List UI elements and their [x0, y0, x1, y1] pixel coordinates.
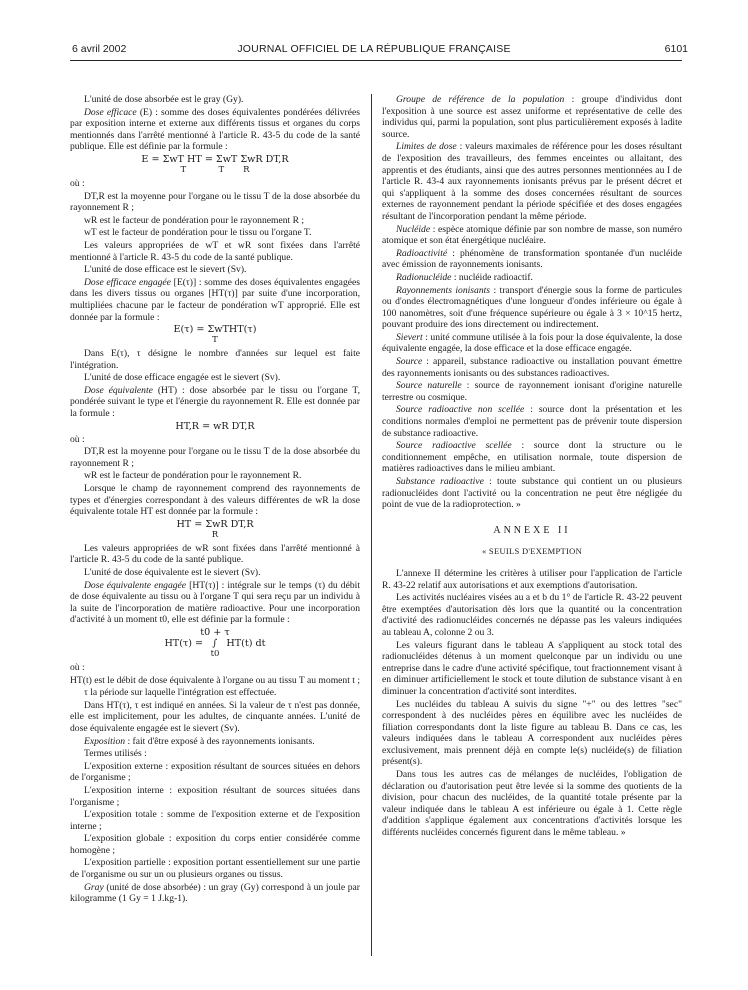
paragraph	[70, 543, 360, 566]
paragraph	[70, 191, 360, 214]
paragraph-text: Les valeurs appropriées de wR sont fixées dans l'arrêté mentionné à l'article R. 43-5 du code de la santé publique.	[70, 542, 360, 566]
definition-paragraph	[382, 224, 682, 247]
paragraph-text: (E) : somme des doses équivalentes pondérées délivrées par exposition interne et externe aux différents tissus et organes du corps mentionnés dans l'arrêté mentionné à l'article R. 43-5 du code de la santé publique. Elle est définie par la formule :	[70, 106, 360, 153]
paragraph-text: DT,R est la moyenne pour l'organe ou le tissu T de la dose absorbée du rayonnement R ;	[70, 190, 360, 214]
defined-term: Nucléide	[396, 223, 431, 235]
paragraph-text: : transport d'énergie sous la forme de particules ou d'ondes électromagnétiques d'une longueur d'ondes inférieure ou égale à 100 nanomètres, soit d'une fréquence supérieure ou égale à 3 × 10^15 hertz, pouvant produire des ions directement ou indirectement.	[382, 284, 683, 331]
paragraph-text: Dans HT(τ), τ est indiqué en années. Si la valeur de τ n'est pas donnée, elle est implicitement, pour les adultes, de cinquante années. L'unité de dose équivalente engagée est le sievert (Sv).	[70, 699, 360, 734]
paragraph	[70, 761, 360, 784]
issue-date: 6 avril 2002	[72, 43, 127, 55]
paragraph	[70, 94, 360, 106]
paragraph	[70, 348, 360, 371]
paragraph	[70, 833, 360, 856]
page-header	[60, 43, 688, 59]
annexe-subheading: « SEUILS D'EXEMPTION	[481, 546, 583, 557]
paragraph	[70, 675, 360, 687]
paragraph-text: Les valeurs figurant dans le tableau A s'appliquent au stock total des radionucléides détenus à un moment quelconque par un individu ou une entreprise dans le cadre d'une activité spécifique, tout fractionnement visant à en diminuer artificiellement le stock et toute dilution de substance visant à en diminuer la concentration d'activité sont interdites.	[382, 639, 682, 697]
paragraph	[70, 567, 360, 579]
paragraph-text: : toute substance qui contient un ou plusieurs radionucléides dont l'activité ou la concentration ne peut être négligée du point de vue de la radioprotection. »	[382, 476, 682, 511]
paragraph-text: Les activités nucléaires visées au a et b du 1° de l'article R. 43-22 peuvent être exemptées d'autorisation dès lors que la quantité ou la concentration d'activité des radionucléides concernés ne dépasse pas les valeurs indiquées au tableau A, colonne 2 ou 3.	[382, 592, 682, 638]
defined-term: Source radioactive scellée	[396, 440, 512, 452]
paragraph-text: wR est le facteur de pondération pour le rayonnement R ;	[84, 214, 305, 226]
defined-term: Gray	[84, 881, 104, 893]
formula-expression: HT = ΣwR DT,R	[176, 518, 254, 530]
paragraph	[382, 769, 682, 839]
paragraph-text: Les valeurs appropriées de wT et wR sont fixées dans l'arrêté mentionné à l'article R. 43-5 du code de la santé publique.	[70, 239, 360, 263]
paragraph-text: L'annexe II détermine les critères à utiliser pour l'application de l'article R. 43-22 relatif aux autorisations et aux exemptions d'autorisation.	[382, 567, 682, 591]
paragraph-text: Dans tous les autres cas de mélanges de nucléides, l'obligation de déclaration ou d'autorisation peut être levée si la somme des quotients de la division, pour chacun des nucléides, de la quantité totale présente par la valeur indiquée dans le tableau A est inférieure ou égale à 1. Cette règle d'addition s'applique également aux concentrations d'activités lorsque les différents nucléides concernés figurent dans le même tableau. »	[382, 769, 682, 839]
defined-term: Sievert	[396, 331, 423, 343]
paragraph-text: : nucléide radioactif.	[451, 271, 533, 283]
paragraph-text: : source dont la structure ou le conditionnement empêche, en utilisation normale, toute dispersion de matières radioactives dans le milieu ambiant.	[382, 440, 682, 475]
paragraph-text: L'exposition partielle : exposition portant essentiellement sur une partie de l'organisme ou sur un ou plusieurs organes ou tissus.	[70, 857, 360, 881]
paragraph-text: où :	[70, 433, 85, 445]
paragraph-text: où :	[70, 661, 85, 673]
paragraph-text: (unité de dose absorbée) : un gray (Gy) correspond à un joule par kilogramme (1 Gy = 1 J.kg-1).	[70, 881, 360, 905]
paragraph-text: L'exposition globale : exposition du corps entier considérée comme homogène ;	[70, 833, 360, 856]
formula-subscript: R	[211, 529, 219, 540]
defined-term: Dose efficace	[84, 106, 137, 118]
definition-paragraph	[382, 248, 682, 271]
defined-term: Groupe de référence de la population	[396, 94, 565, 105]
defined-term: Source radioactive non scellée	[396, 404, 525, 416]
paragraph	[70, 662, 360, 674]
paragraph-text: : appareil, substance radioactive ou installation pouvant émettre des rayonnements ionisants ou des substances radioactives.	[382, 356, 682, 379]
definition-paragraph	[382, 285, 682, 331]
definition-paragraph	[382, 141, 682, 222]
paragraph	[70, 809, 360, 832]
paragraph	[70, 372, 360, 384]
paragraph-text: [E(τ)] : somme des doses équivalentes engagées dans les divers tissus ou organes [HT(τ)] par suite d'une incorporation, multipliées chacune par le facteur de pondération wT approprié. Elle est donnée par la formule :	[70, 276, 360, 323]
defined-term: Exposition	[84, 735, 126, 747]
paragraph	[70, 470, 360, 482]
column-divider	[371, 94, 372, 956]
formula-expression: E = ΣwT HT = ΣwT ΣwR DT,R	[141, 153, 289, 165]
defined-term: Substance radioactive	[396, 476, 484, 487]
paragraph-text: [HT(τ)] : intégrale sur le temps (τ) du débit de dose équivalente au tissu ou à l'organe T qui sera reçu par un individu à la suite de l'incorporation de matière radioactive. Pour une incorporation d'activité à un moment t0, elle est définie par la formule :	[70, 579, 360, 626]
paragraph-text: HT(t) est le débit de dose équivalente à l'organe ou au tissu T au moment t ;	[70, 674, 361, 686]
paragraph-text: L'unité de dose absorbée est le gray (Gy).	[84, 94, 244, 105]
right-column	[382, 94, 682, 840]
paragraph-text: L'unité de dose équivalente est le sievert (Sv).	[84, 567, 261, 578]
formula-expression: HT,R = wR DT,R	[175, 420, 255, 432]
paragraph-text: (HT) : dose absorbée par le tissu ou l'organe T, pondérée suivant le type et l'énergie du rayonnement R. Elle est donnée par la formule :	[70, 384, 360, 420]
definition-paragraph	[382, 356, 682, 379]
paragraph-text: : fait d'être exposé à des rayonnements ionisants.	[125, 735, 315, 747]
page-number: 6101	[664, 43, 688, 55]
paragraph-text: : unité commune utilisée à la fois pour la dose équivalente, la dose équivalente engagée, la dose efficace et la dose efficace engagée.	[382, 331, 682, 355]
paragraph-text: : source de rayonnement ionisant d'origine naturelle terrestre ou cosmique.	[382, 380, 682, 403]
paragraph-text: Lorsque le champ de rayonnement comprend des rayonnements de types et d'énergies correspondant à des valeurs différentes de wR la dose équivalente totale HT est donnée par la formule :	[70, 483, 360, 518]
paragraph-text: : valeurs maximales de référence pour les doses résultant de l'exposition des travailleurs, des femmes enceintes ou allaitant, des apprentis et des étudiants, ainsi que des autres personnes mentionnées au I de l'article R. 43-4 aux rayonnements ionisants prévus par le présent décret et qui s'appliquent à la somme des doses concernées résultant de sources externes de rayonnement pendant la période spécifiée et des doses engagées résultant de l'incorporation pendant la même période.	[382, 141, 682, 222]
definition-paragraph	[382, 440, 682, 475]
annexe-heading: ANNEXE II	[493, 524, 571, 536]
defined-term: Source	[396, 356, 423, 368]
paragraph	[70, 227, 360, 239]
paragraph-text: wR est le facteur de pondération pour le rayonnement R.	[84, 470, 302, 482]
definition-paragraph	[70, 580, 360, 626]
paragraph-text: Les nucléides du tableau A suivis du signe "+" ou des lettres "sec" correspondent à des nucléides pères en équilibre avec les nucléides de filiation correspondants dont la liste figure au tableau B. Dans ce cas, les valeurs indiquées dans le tableau A correspondent aux nucléides pères exclusivement, mais prennent déjà en compte le(s) nucléide(s) de filiation présent(s).	[382, 698, 682, 768]
defined-term: Radionucléide	[396, 271, 452, 283]
definition-paragraph	[70, 277, 360, 323]
paragraph-text: Termes utilisés :	[84, 748, 147, 760]
formula-expression: E(τ) = ΣwTHT(τ)	[173, 324, 257, 336]
defined-term: Rayonnements ionisants	[396, 284, 491, 296]
paragraph	[70, 700, 360, 735]
paragraph-text: : source dont la présentation et les conditions normales d'emploi ne permettent pas de prévenir toute dispersion de substance radioactive.	[382, 404, 682, 439]
paragraph	[70, 240, 360, 263]
definition-paragraph	[382, 332, 682, 355]
journal-title: JOURNAL OFFICIEL DE LA RÉPUBLIQUE FRANÇAISE	[237, 43, 511, 55]
paragraph	[382, 568, 682, 591]
paragraph-text: L'unité de dose efficace est le sievert (Sv).	[84, 264, 247, 276]
formula	[70, 519, 360, 541]
formula	[70, 421, 360, 432]
paragraph-text: τ la période sur laquelle l'intégration est effectuée.	[84, 687, 277, 699]
definition-paragraph	[382, 380, 682, 403]
paragraph-text: L'unité de dose efficace engagée est le sievert (Sv).	[84, 372, 281, 384]
paragraph-text: : phénomène de transformation spontanée d'un nucléide avec émission de rayonnements ionisants.	[382, 247, 682, 271]
paragraph-text: DT,R est la moyenne pour l'organe ou le tissu T de la dose absorbée du rayonnement R ;	[70, 446, 360, 469]
paragraph-text: L'exposition externe : exposition résultant de sources situées en dehors de l'organisme ;	[70, 760, 360, 784]
paragraph-text: wT est le facteur de pondération pour le tissu ou l'organe T.	[84, 227, 312, 239]
paragraph	[70, 857, 360, 880]
paragraph	[70, 687, 360, 699]
formula-subscript: T T R	[180, 164, 250, 175]
definition-paragraph	[70, 385, 360, 420]
defined-term: Source naturelle	[396, 380, 462, 392]
defined-term: Radioactivité	[396, 247, 448, 259]
paragraph-text: où :	[70, 177, 85, 189]
paragraph	[382, 699, 682, 769]
formula	[70, 324, 360, 346]
definition-paragraph	[382, 404, 682, 439]
definition-paragraph	[382, 272, 682, 284]
formula-subscript: T	[212, 335, 218, 346]
paragraph	[70, 434, 360, 446]
paragraph	[382, 592, 682, 638]
formula	[70, 154, 360, 176]
paragraph-text: Dans E(τ), τ désigne le nombre d'années sur lequel est faite l'intégration.	[70, 348, 360, 371]
formula-expression: t0 + τ HT(τ) = ∫ HT(t) dt	[164, 626, 266, 649]
paragraph	[70, 446, 360, 469]
paragraph-text: : espèce atomique définie par son nombre de masse, son numéro atomique et son état énergétique nucléaire.	[382, 223, 682, 247]
paragraph	[382, 640, 682, 698]
paragraph	[70, 178, 360, 190]
left-column	[70, 94, 360, 906]
header-rule	[70, 60, 682, 61]
definition-paragraph	[70, 882, 360, 905]
definition-paragraph	[70, 107, 360, 153]
formula	[70, 627, 360, 660]
paragraph	[70, 264, 360, 276]
paragraph-text: : groupe d'individus dont l'exposition à une source est assez uniforme et représentative de celle des individus qui, parmi la population, sont plus particulièrement exposés à ladite source.	[382, 94, 682, 140]
definition-paragraph	[70, 736, 360, 748]
defined-term: Dose équivalente engagée	[84, 579, 187, 591]
paragraph-text: L'exposition totale : somme de l'exposition externe et de l'exposition interne ;	[70, 809, 360, 832]
defined-term: Dose efficace engagée	[84, 276, 171, 288]
paragraph	[70, 748, 360, 760]
paragraph	[70, 785, 360, 808]
paragraph	[70, 483, 360, 518]
defined-term: Dose équivalente	[84, 384, 153, 396]
definition-paragraph	[382, 476, 682, 511]
defined-term: Limites de dose	[396, 141, 457, 153]
paragraph	[70, 215, 360, 227]
definition-paragraph	[382, 94, 682, 140]
paragraph-text: L'exposition interne : exposition résultant de sources situées dans l'organisme ;	[70, 784, 360, 808]
formula-subscript: t0	[210, 648, 220, 659]
